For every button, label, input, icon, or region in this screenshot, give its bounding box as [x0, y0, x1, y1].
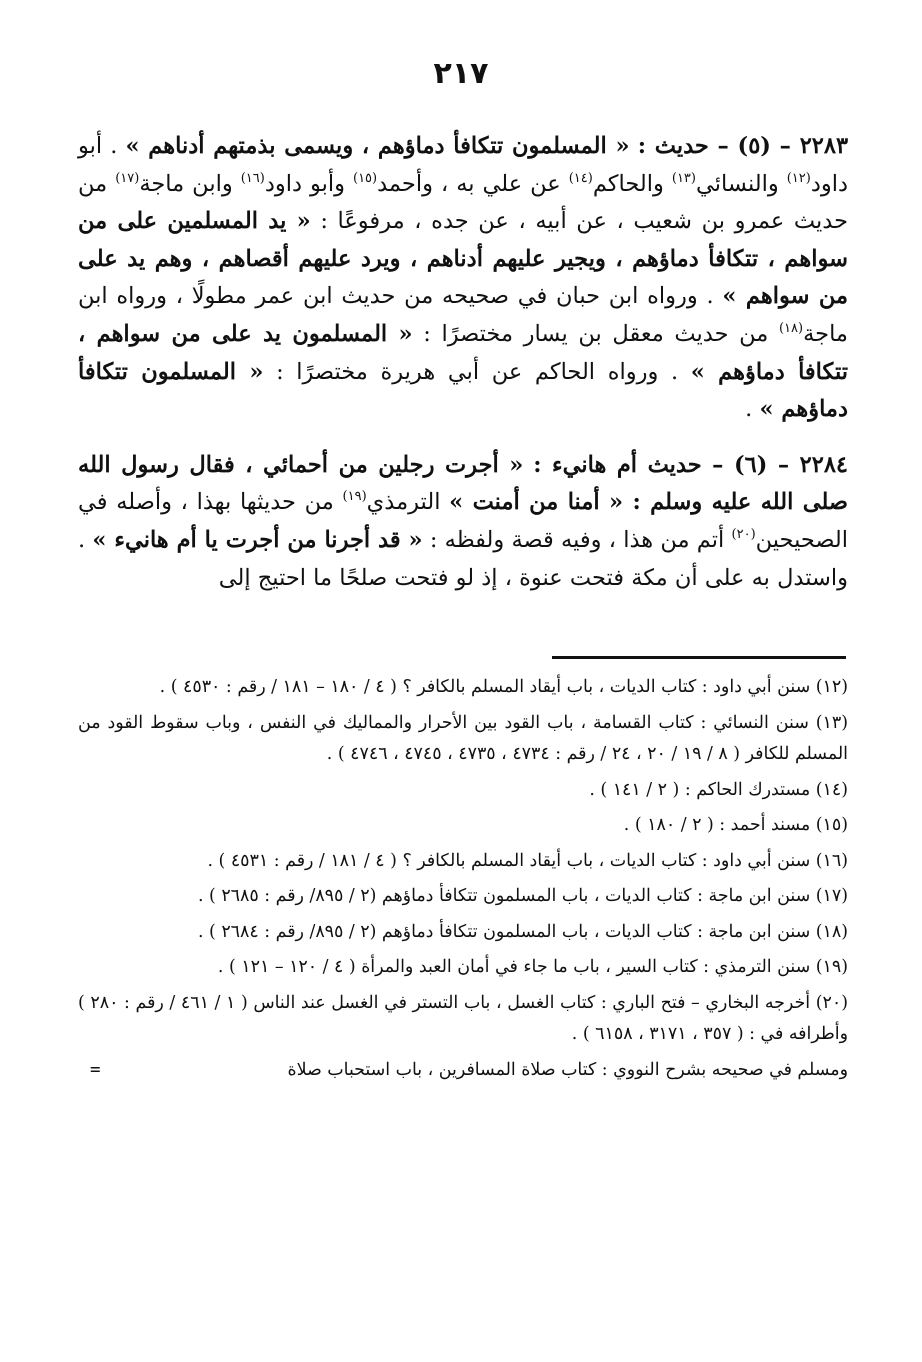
hadith-entry-2283	[78, 128, 848, 429]
footnote-continuation	[78, 1055, 848, 1087]
entry-text: . ورواه ابن حبان في صحيحه من حديث ابن عمر مطولًا ، ورواه ابن ماجة	[78, 283, 848, 347]
footnote-number: (١٢)	[815, 677, 848, 697]
footnote-text: أخرجه البخاري – فتح الباري : كتاب الغسل ، باب التستر في الغسل عند الناس ( ١ / ٤٦١ / رقم : ٢٨٠ ) وأطرافه في : ( ٣٥٧ ، ٣١٧١ ، ٦١٥٨ ) .	[78, 992, 848, 1044]
entry-text: وابن ماجة	[139, 170, 233, 197]
footnote-ref: (١٦)	[240, 170, 265, 186]
entry-text: .	[745, 396, 753, 423]
entry-lead: ٢٢٨٤ – (٦) – حديث أم هانيء :	[533, 451, 848, 478]
entry-text: . ورواه الحاكم عن أبي هريرة مختصرًا :	[276, 358, 679, 385]
footnote-text: سنن ابن ماجة : كتاب الديات ، باب المسلمون تتكافأ دماؤهم (٢ / ٨٩٥/ رقم : ٢٦٨٥ ) .	[197, 886, 811, 906]
footnote	[78, 881, 848, 913]
footnote-number: (١٦)	[815, 850, 848, 871]
footnote-text: سنن أبي داود : كتاب الديات ، باب أيقاد المسلم بالكافر ؟ ( ٤ / ١٨٠ – ١٨١ / رقم : ٤٥٣٠ ) .	[159, 677, 811, 697]
footnote-ref: (١٥)	[352, 170, 378, 186]
footnote-text: سنن أبي داود : كتاب الديات ، باب أيقاد المسلم بالكافر ؟ ( ٤ / ١٨١ / رقم : ٤٥٣١ ) .	[207, 850, 811, 871]
footnote-ref: (١٩)	[342, 489, 367, 505]
entry-text: . واستدل به على أن مكة فتحت عنوة ، إذ لو فتحت صلحًا ما احتيج إلى	[78, 526, 848, 591]
footnote-text: ومسلم في صحيحه بشرح النووي : كتاب صلاة المسافرين ، باب استحباب صلاة	[287, 1059, 848, 1080]
footnote	[78, 775, 848, 807]
entry-text: من حديث معقل بن يسار مختصرًا :	[423, 320, 769, 347]
footnotes	[78, 672, 848, 1086]
footnote-ref: (١٤)	[568, 170, 593, 186]
footnote-number: (١٣)	[815, 712, 848, 733]
footnote-number: (١٨)	[815, 921, 848, 942]
page-number: ٢١٧	[433, 56, 489, 91]
footnote	[78, 952, 848, 984]
footnote-number: (٢٠)	[815, 992, 849, 1013]
hadith-quote: « قد أجرنا من أجرت يا أم هانيء »	[92, 526, 423, 553]
footnote-number: (١٧)	[815, 886, 848, 906]
hadith-quote: « المسلمون يد على من سواهم ، تتكافأ دماؤهم »	[78, 320, 849, 385]
footnote-text: سنن النسائي : كتاب القسامة ، باب القود بين الأحرار والمماليك في النفس ، وباب سقوط القود من المسلم للكافر ( ٨ / ١٩ / ٢٠ ، ٢٤ / رقم : ٤٧٣٤ ، ٤٧٣٥ ، ٤٧٤٥ ، ٤٧٤٦ ) .	[78, 712, 848, 764]
hadith-quote: « يد المسلمين على من سواهم ، تتكافأ دماؤهم ، ويجير عليهم أدناهم ، ويرد عليهم أقصاهم ، وهم يد على من سواهم »	[78, 208, 849, 310]
main-text	[78, 128, 848, 615]
footnote-divider	[552, 656, 846, 659]
entry-text: . أبو داود	[78, 133, 848, 197]
entry-text: وأبو داود	[264, 170, 345, 197]
footnote-number: (١٥)	[815, 815, 848, 835]
hadith-title: « المسلمون تتكافأ دماؤهم ، ويسمى بذمتهم أدناهم »	[125, 133, 630, 159]
continuation-mark: =	[90, 1059, 101, 1080]
hadith-entry-2284	[78, 447, 848, 597]
footnote-number: (١٤)	[815, 779, 848, 800]
footnote	[78, 917, 848, 949]
footnote-ref: (١٣)	[671, 170, 696, 186]
hadith-title: « أجرت رجلين من أحمائي ، فقال رسول الله صلى الله عليه وسلم : « أمنا من أمنت »	[78, 451, 849, 516]
entry-text: والحاكم	[592, 170, 664, 197]
entry-text: والنسائي	[696, 170, 779, 197]
footnote-number: (١٩)	[815, 957, 848, 977]
footnote	[78, 988, 848, 1051]
entry-text: أتم من هذا ، وفيه قصة ولفظه :	[429, 526, 725, 553]
footnote-text: مسند أحمد : ( ٢ / ١٨٠ ) .	[623, 815, 811, 835]
entry-text: الترمذي	[366, 489, 441, 516]
entry-lead: ٢٢٨٣ – (٥) – حديث :	[637, 133, 849, 159]
footnote-text: سنن الترمذي : كتاب السير ، باب ما جاء في أمان العبد والمرأة ( ٤ / ١٢٠ – ١٢١ ) .	[217, 957, 811, 977]
entry-text: عن علي به ، وأحمد	[377, 170, 561, 197]
footnote	[78, 810, 848, 842]
footnote-text: سنن ابن ماجة : كتاب الديات ، باب المسلمون تتكافأ دماؤهم (٢ / ٨٩٥/ رقم : ٢٦٨٤ ) .	[197, 921, 811, 942]
hadith-quote: « المسلمون تتكافأ دماؤهم »	[78, 358, 848, 423]
footnote	[78, 708, 848, 771]
footnote-ref: (١٧)	[115, 170, 140, 186]
footnote-ref: (١٢)	[786, 170, 811, 186]
entry-text: من حديثها بهذا ، وأصله في الصحيحين	[78, 489, 849, 553]
footnote-ref: (١٨)	[778, 320, 804, 336]
footnote-ref: (٢٠)	[731, 526, 756, 542]
footnote	[78, 672, 848, 704]
entry-text: من حديث عمرو بن شعيب ، عن أبيه ، عن جده ، مرفوعًا :	[78, 170, 848, 235]
footnote-text: مستدرك الحاكم : ( ٢ / ١٤١ ) .	[589, 779, 811, 800]
footnote	[78, 846, 848, 878]
